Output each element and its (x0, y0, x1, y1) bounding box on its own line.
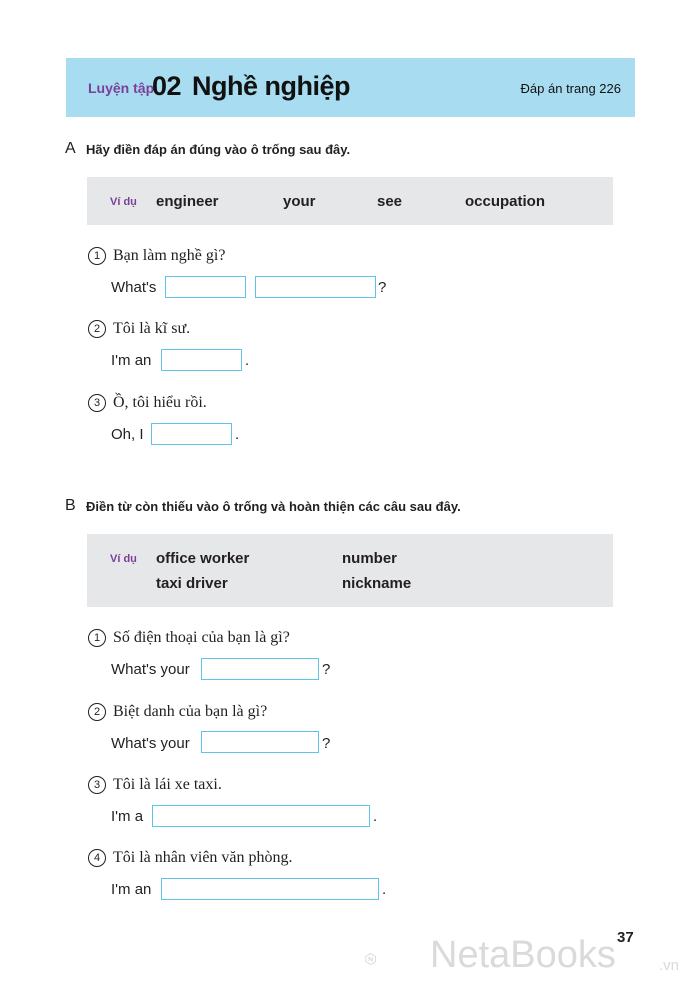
example-word: taxi driver (156, 575, 228, 592)
sentence-end: . (382, 881, 387, 898)
example-word: office worker (156, 550, 250, 567)
question-b1-prompt (88, 629, 290, 647)
question-number-circle: 4 (88, 849, 106, 867)
answer-blank[interactable] (161, 878, 379, 900)
watermark-suffix: .vn (659, 957, 680, 974)
question-number-circle: 3 (88, 776, 106, 794)
question-a3-prompt (88, 394, 207, 412)
section-a-instruction: Hãy điền đáp án đúng vào ô trống sau đây. (86, 142, 351, 157)
example-word: nickname (342, 575, 412, 592)
question-b3-prompt (88, 776, 222, 794)
example-label: Ví dụ (110, 196, 137, 208)
question-vietnamese: Tôi là nhân viên văn phòng. (113, 849, 293, 866)
section-a-example-box (87, 177, 613, 225)
question-vietnamese: Tôi là lái xe taxi. (113, 776, 222, 793)
question-b4-prompt (88, 849, 293, 867)
sentence-start: I'm an (111, 352, 152, 369)
question-number-circle: 3 (88, 394, 106, 412)
netabooks-logo-icon (365, 928, 425, 990)
question-vietnamese: Tôi là kĩ sư. (113, 320, 191, 337)
example-label: Ví dụ (110, 553, 137, 565)
example-word: engineer (156, 193, 219, 210)
page-header-banner (66, 58, 635, 117)
sentence-start: Oh, I (111, 426, 144, 443)
page-title: Nghề nghiệp (192, 71, 350, 101)
question-a1-prompt (88, 247, 225, 265)
answer-reference: Đáp án trang 226 (520, 81, 621, 96)
watermark-brand: NetaBooks (430, 934, 616, 976)
example-word: occupation (465, 193, 546, 210)
question-vietnamese: Biệt danh của bạn là gì? (113, 703, 268, 720)
section-b-instruction: Điền từ còn thiếu vào ô trống và hoàn thiện các câu sau đây. (86, 499, 461, 514)
answer-blank[interactable] (201, 731, 319, 753)
sentence-start: I'm an (111, 881, 152, 898)
question-vietnamese: Số điện thoại của bạn là gì? (113, 629, 290, 646)
question-number-circle: 2 (88, 703, 106, 721)
answer-blank[interactable] (161, 349, 242, 371)
question-number-circle: 1 (88, 629, 106, 647)
sentence-end: ? (322, 735, 331, 752)
sentence-end: ? (322, 661, 331, 678)
answer-blank[interactable] (201, 658, 319, 680)
sentence-start: What's (111, 279, 157, 296)
sentence-start: I'm a (111, 808, 144, 825)
question-number-circle: 1 (88, 247, 106, 265)
example-word: see (377, 193, 403, 210)
sentence-end: . (245, 352, 250, 369)
example-word: number (342, 550, 398, 567)
sentence-end: ? (378, 279, 387, 296)
question-vietnamese: Bạn làm nghề gì? (113, 247, 226, 264)
sentence-end: . (235, 426, 240, 443)
answer-blank[interactable] (165, 276, 246, 298)
answer-blank[interactable] (151, 423, 232, 445)
header-number: 02 (152, 71, 182, 101)
sentence-start: What's your (111, 661, 190, 678)
question-vietnamese: Ồ, tôi hiểu rồi. (113, 394, 207, 411)
answer-blank[interactable] (255, 276, 376, 298)
section-b-example-box (87, 534, 613, 607)
header-kicker: Luyện tập (88, 80, 155, 96)
sentence-start: What's your (111, 735, 190, 752)
question-number-circle: 2 (88, 320, 106, 338)
question-a2-prompt (88, 320, 190, 338)
sentence-end: . (373, 808, 378, 825)
page-number: 37 (617, 929, 634, 946)
example-word: your (283, 193, 316, 210)
answer-blank[interactable] (152, 805, 370, 827)
section-a-letter: A (65, 140, 76, 157)
section-b-letter: B (65, 497, 76, 514)
question-b2-prompt (88, 703, 267, 721)
